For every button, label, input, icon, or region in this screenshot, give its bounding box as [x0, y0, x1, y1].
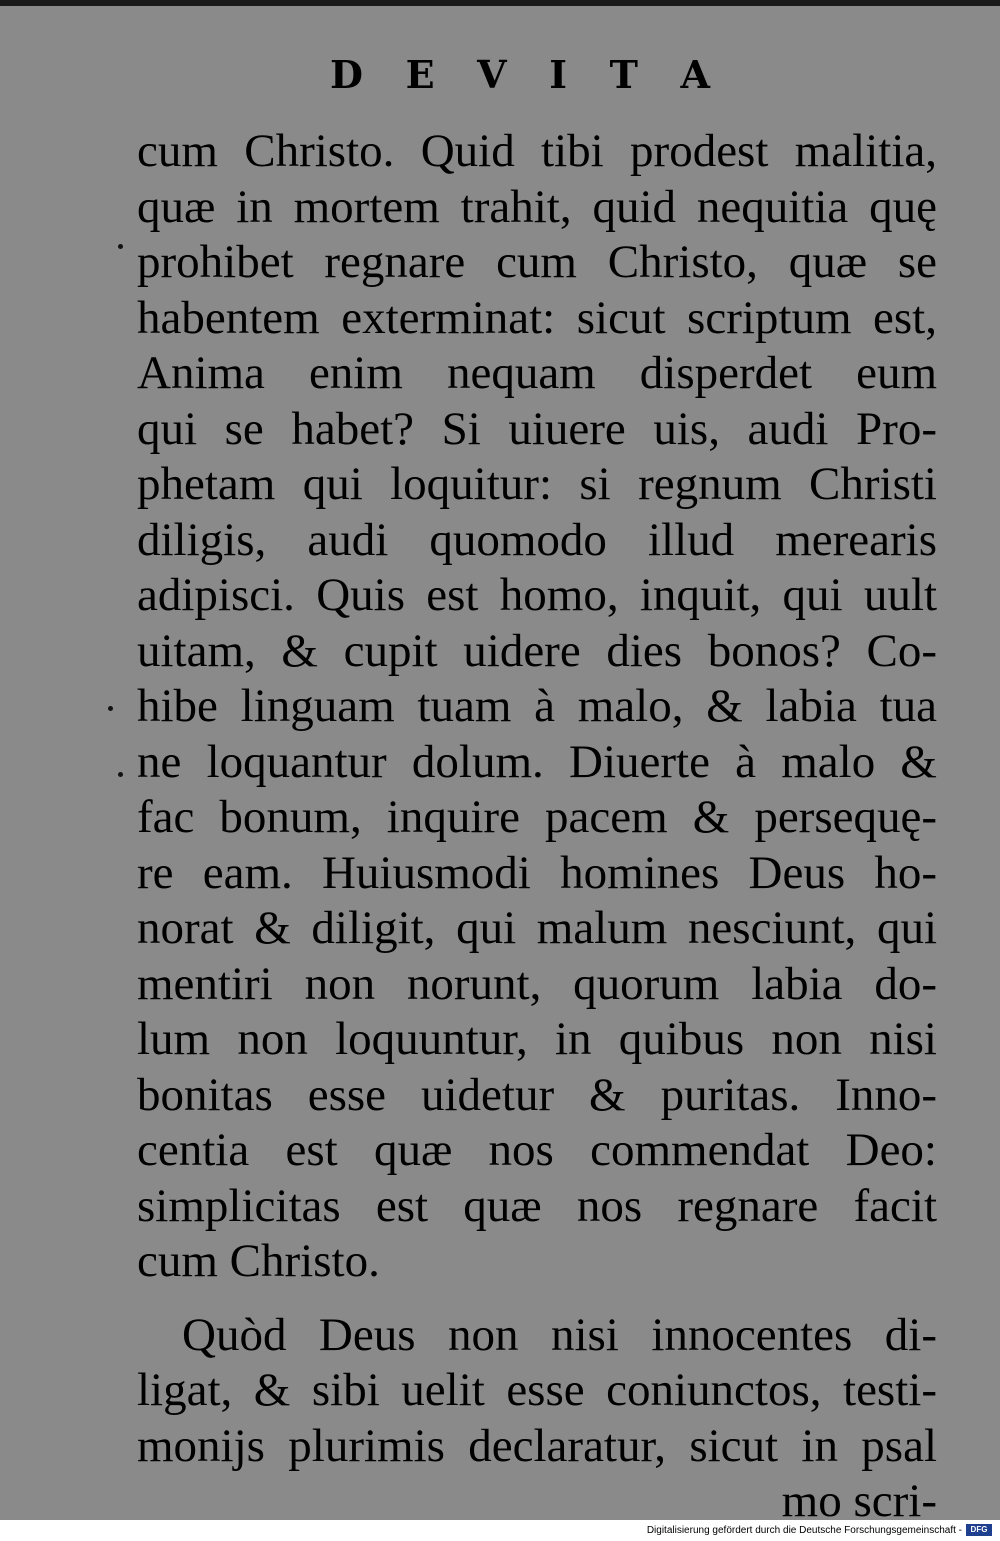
- text-line: Anima enim nequam disperdet eum: [137, 347, 937, 399]
- text-line: hibe linguam tuam à malo, & labia tua: [137, 680, 937, 732]
- running-head-letter: T: [609, 52, 638, 97]
- text-line: habentem exterminat: sicut scriptum est,: [137, 291, 937, 344]
- text-line: ligat, & sibi uelit esse coniunctos, testi-: [137, 1364, 937, 1416]
- text-line: cum Christo. Quid tibi prodest malitia,: [137, 125, 937, 177]
- running-head: [330, 52, 710, 102]
- text-line: phetam qui loquitur: si regnum Christi: [137, 458, 937, 510]
- running-head-letter: I: [549, 52, 568, 97]
- running-head-letter: A: [680, 52, 710, 97]
- text-line: norat & diligit, qui malum nesciunt, qui: [137, 902, 937, 954]
- text-line: ne loquantur dolum. Diuerte à malo &: [137, 735, 937, 788]
- text-line: mentiri non norunt, quorum labia do-: [137, 957, 937, 1010]
- text-line: uitam, & cupit uidere dies bonos? Co-: [137, 624, 937, 677]
- dfg-logo: DFG: [966, 1524, 992, 1536]
- footer-credit: Digitalisierung gefördert durch die Deutsche Forschungsgemeinschaft -: [646, 1525, 962, 1536]
- scan-edge: [0, 0, 1000, 6]
- text-line: Quòd Deus non nisi innocentes di-: [182, 1308, 937, 1361]
- text-line: prohibet regnare cum Christo, quæ se: [137, 236, 937, 288]
- text-line: diligis, audi quomodo illud merearis: [137, 513, 937, 566]
- text-line: centia est quæ nos commendat Deo:: [137, 1124, 937, 1176]
- text-line: bonitas esse uidetur & puritas. Inno-: [137, 1068, 937, 1121]
- running-head-letter: E: [405, 52, 435, 97]
- text-line: re eam. Huiusmodi homines Deus ho-: [137, 846, 937, 899]
- footer: [0, 1520, 1000, 1541]
- text-line: adipisci. Quis est homo, inquit, qui uult: [137, 569, 937, 621]
- text-line: lum non loquuntur, in quibus non nisi: [137, 1013, 937, 1065]
- running-head-letter: V: [477, 52, 507, 97]
- text-line: simplicitas est quæ nos regnare facit: [137, 1179, 937, 1232]
- text-line: cum Christo.: [137, 1235, 380, 1287]
- text-line: quæ in mortem trahit, quid nequitia quę: [137, 180, 937, 233]
- running-head-letter: D: [330, 52, 363, 97]
- margin-dot: [108, 706, 113, 711]
- paragraph-gap: [137, 1290, 937, 1308]
- catchword: mo scri-: [781, 1475, 937, 1520]
- text-line: monijs plurimis declaratur, sicut in psal: [137, 1419, 937, 1472]
- body-text: [137, 124, 937, 1520]
- text-line: qui se habet? Si uiuere uis, audi Pro-: [137, 402, 937, 455]
- text-line: fac bonum, inquire pacem & persequę-: [137, 791, 937, 843]
- margin-dot: [118, 244, 123, 249]
- margin-dot: [118, 772, 123, 777]
